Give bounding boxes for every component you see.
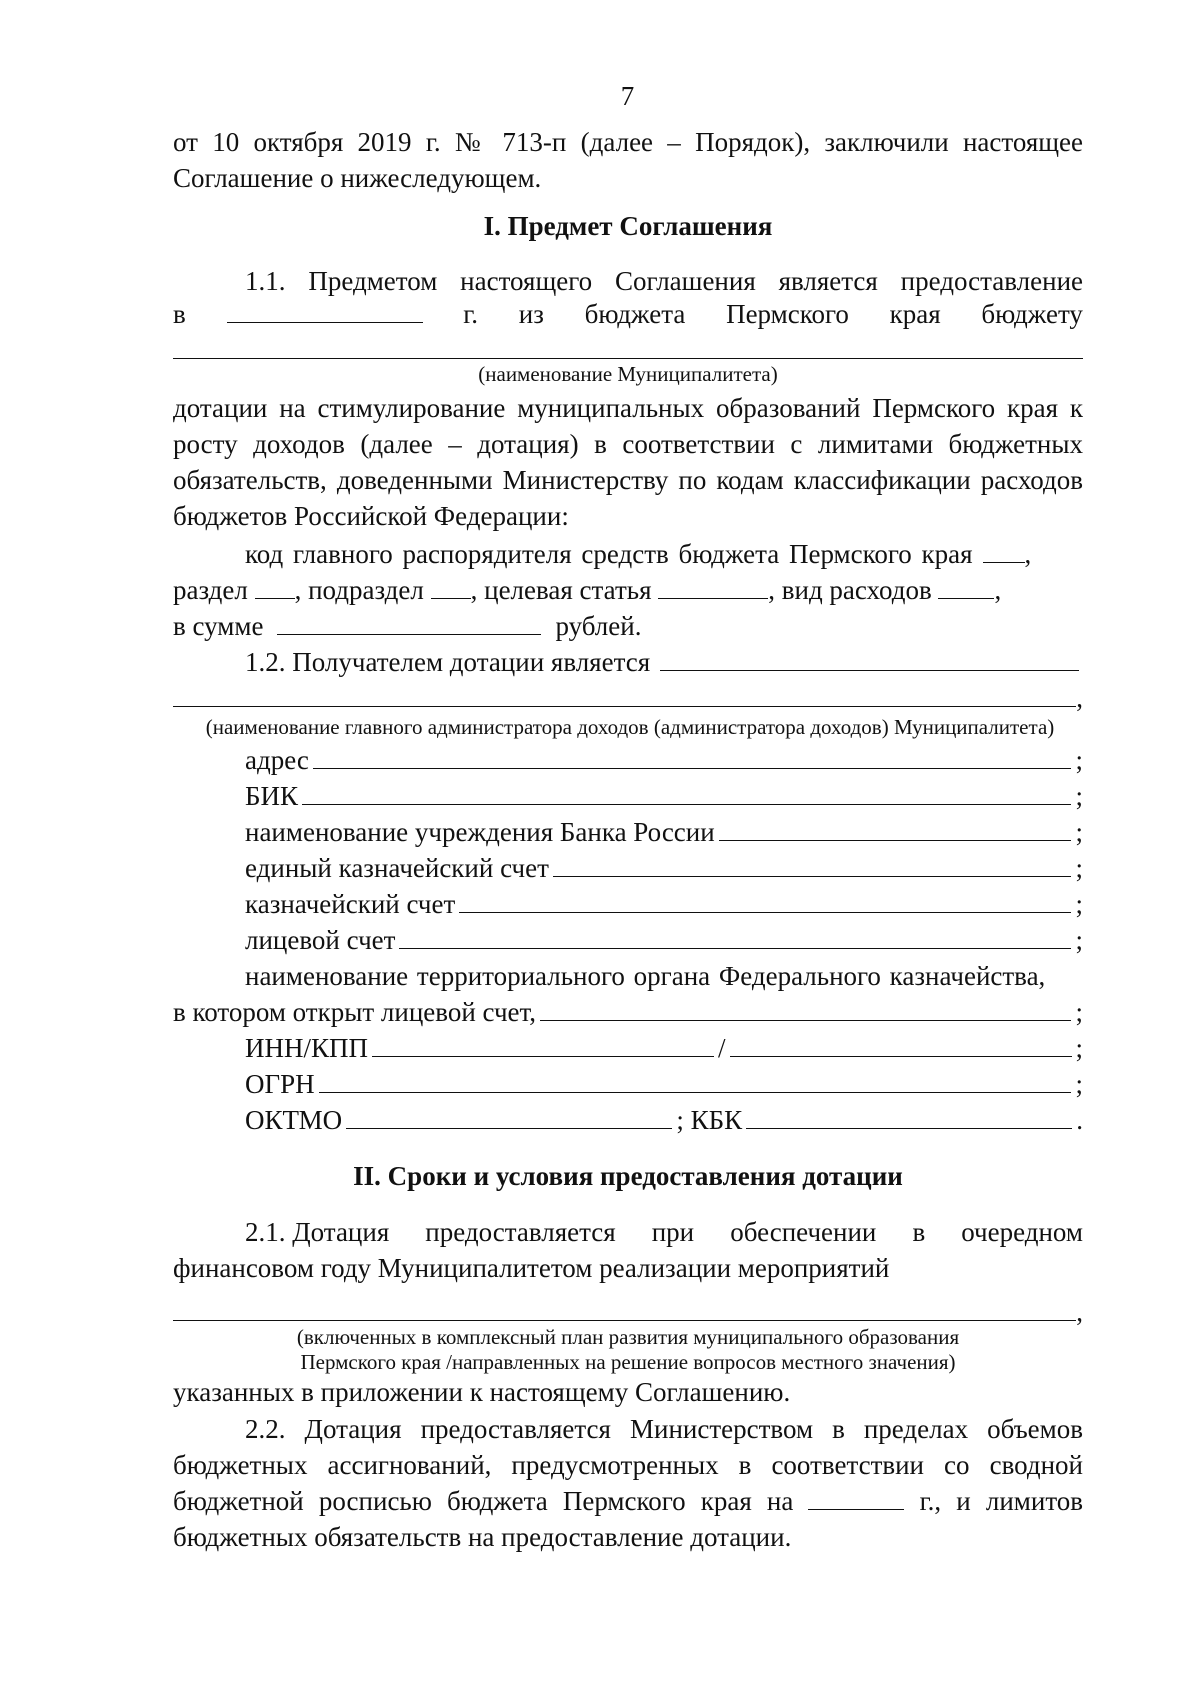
glava-blank[interactable] [983,538,1025,563]
code-line-1: код главного распорядителя средств бюджета Пермского края , [173,536,1083,572]
code-label: код главного распорядителя средств бюджета Пермского края [245,539,973,569]
p21-line-1 [173,1214,1083,1250]
word-byudzheta: бюджета [584,299,686,329]
page-number: 7 [620,81,635,111]
p21-word-6: очередном [961,1217,1083,1247]
ogrn-label: ОГРН [245,1069,315,1099]
tofk-label-1: наименование территориального органа Федерального казначейства, [245,961,1046,991]
sum-blank[interactable] [277,610,541,635]
bank-blank[interactable] [719,814,1072,841]
tofk-label-2: в котором открыт лицевой счет, [173,997,537,1027]
razdel-label: раздел [173,575,248,605]
p21-word-1: 2.1. Дотация [245,1217,390,1247]
p22-paragraph [173,1411,1083,1555]
oktmo-label: ОКТМО [245,1105,343,1135]
intro-paragraph [173,124,1083,196]
bank-row: наименование учреждения Банка России ; [173,814,1083,850]
celevaya-label: , целевая статья [470,575,652,605]
word-g: г. [463,299,479,329]
bik-label: БИК [245,781,299,811]
oktmo-blank[interactable] [346,1102,672,1129]
sum-suffix: рублей. [555,611,642,641]
intro-line-1: от 10 октября 2019 г. № 713-п (далее – Порядок), заключили настоящее [173,127,1083,157]
p11-line-1: 1.1. Предметом настоящего Соглашения является предоставление [245,266,1083,296]
bik-row: БИК ; [173,778,1083,814]
word-permskogo: Пермского [726,299,849,329]
code-line-2: раздел , подраздел , целевая статья , вид расходов , [173,575,1002,605]
p21-word-4: обеспечении [730,1217,877,1247]
caption-admin: (наименование главного администратора доходов (администратора доходов) Муниципалитета) [205,715,1055,739]
bank-label: наименование учреждения Банка России [245,817,715,847]
caption-plan-2: Пермского края /направленных на решение вопросов местного значения) [300,1350,956,1374]
ogrn-row: ОГРН ; [173,1066,1083,1102]
sum-row [173,608,1083,644]
caption-municipality: (наименование Муниципалитета) [478,362,778,386]
ls-row: лицевой счет ; [173,922,1083,958]
word-byudzhetu: бюджету [981,299,1083,329]
plan-line: , [173,1294,1083,1330]
vid-label: , вид расходов [768,575,932,605]
ks-blank[interactable] [459,886,1071,913]
address-blank[interactable] [313,742,1072,769]
p21-word-3: при [651,1217,695,1247]
plan-blank[interactable] [173,1294,1076,1321]
word-kraya: края [889,299,941,329]
p22-part-2: г., и лимитов бюджетных обязательств на предоставление дотации. [173,1486,1084,1552]
eks-label: единый казначейский счет [245,853,549,883]
inn-label: ИНН/КПП [245,1033,369,1063]
word-v: в [173,299,186,329]
requisites [173,742,1083,1138]
razdel-blank[interactable] [255,574,295,599]
year-blank[interactable] [227,298,423,323]
p22-year-blank[interactable] [808,1485,904,1510]
p21-word-2: предоставляется [425,1217,616,1247]
vid-blank[interactable] [938,574,994,599]
oktmo-row: ОКТМО ; КБК . [173,1102,1083,1138]
p22-part-1: 2.2. Дотация предоставляется Министерством в пределах объемов бюджетных ассигнований, предусмотренных в соответствии со сводной бюджетной росписью бюджета Пермского края на [173,1414,1083,1516]
p11-line-2 [173,296,1083,332]
recipient-row [173,644,1083,680]
celevaya-blank[interactable] [658,574,768,599]
intro-line-2: Соглашение о нижеследующем. [173,163,542,193]
p21-line-2: финансовом году Муниципалитетом реализации мероприятий [173,1253,890,1283]
p21-word-5: в [912,1217,926,1247]
kpp-blank[interactable] [730,1030,1072,1057]
section-2-heading: II. Сроки и условия предоставления дотации [353,1161,903,1191]
tofk-row-2: в котором открыт лицевой счет, ; [173,994,1083,1030]
eks-blank[interactable] [553,850,1072,877]
p21-tail: указанных в приложении к настоящему Соглашению. [173,1377,791,1407]
p11-body: дотации на стимулирование муниципальных образований Пермского края к росту доходов (далее – дотация) в соответствии с лимитами бюджетных обязательств, доведенными Министерству по кодам классификации расходов бюджетов Российской Федерации: [173,393,1083,531]
p12-label: 1.2. Получателем дотации является [245,647,651,677]
recipient-blank-2[interactable] [173,680,1076,707]
municipality-name-line[interactable] [173,358,1083,359]
recipient-line-2: , [173,680,1083,716]
ls-blank[interactable] [399,922,1071,949]
podrazdel-label: , подраздел [294,575,424,605]
section-1-heading: I. Предмет Соглашения [483,211,773,241]
recipient-blank[interactable] [660,644,1079,671]
sum-prefix: в сумме [173,611,264,641]
ogrn-blank[interactable] [319,1066,1072,1093]
address-label: адрес [245,745,309,775]
ks-label: казначейский счет [245,889,456,919]
kbk-blank[interactable] [746,1102,1072,1129]
tofk-blank[interactable] [540,994,1071,1021]
word-iz: из [518,299,544,329]
eks-row: единый казначейский счет ; [173,850,1083,886]
tofk-row-1 [173,958,1083,994]
podrazdel-blank[interactable] [431,574,471,599]
bik-blank[interactable] [302,778,1071,805]
inn-row: ИНН/КПП / ; [173,1030,1083,1066]
ls-label: лицевой счет [245,925,396,955]
ks-row: казначейский счет ; [173,886,1083,922]
address-row: адрес ; [173,742,1083,778]
inn-blank[interactable] [372,1030,714,1057]
kbk-label: ; КБК [676,1105,743,1135]
caption-plan-1: (включенных в комплексный план развития муниципального образования [296,1325,960,1349]
